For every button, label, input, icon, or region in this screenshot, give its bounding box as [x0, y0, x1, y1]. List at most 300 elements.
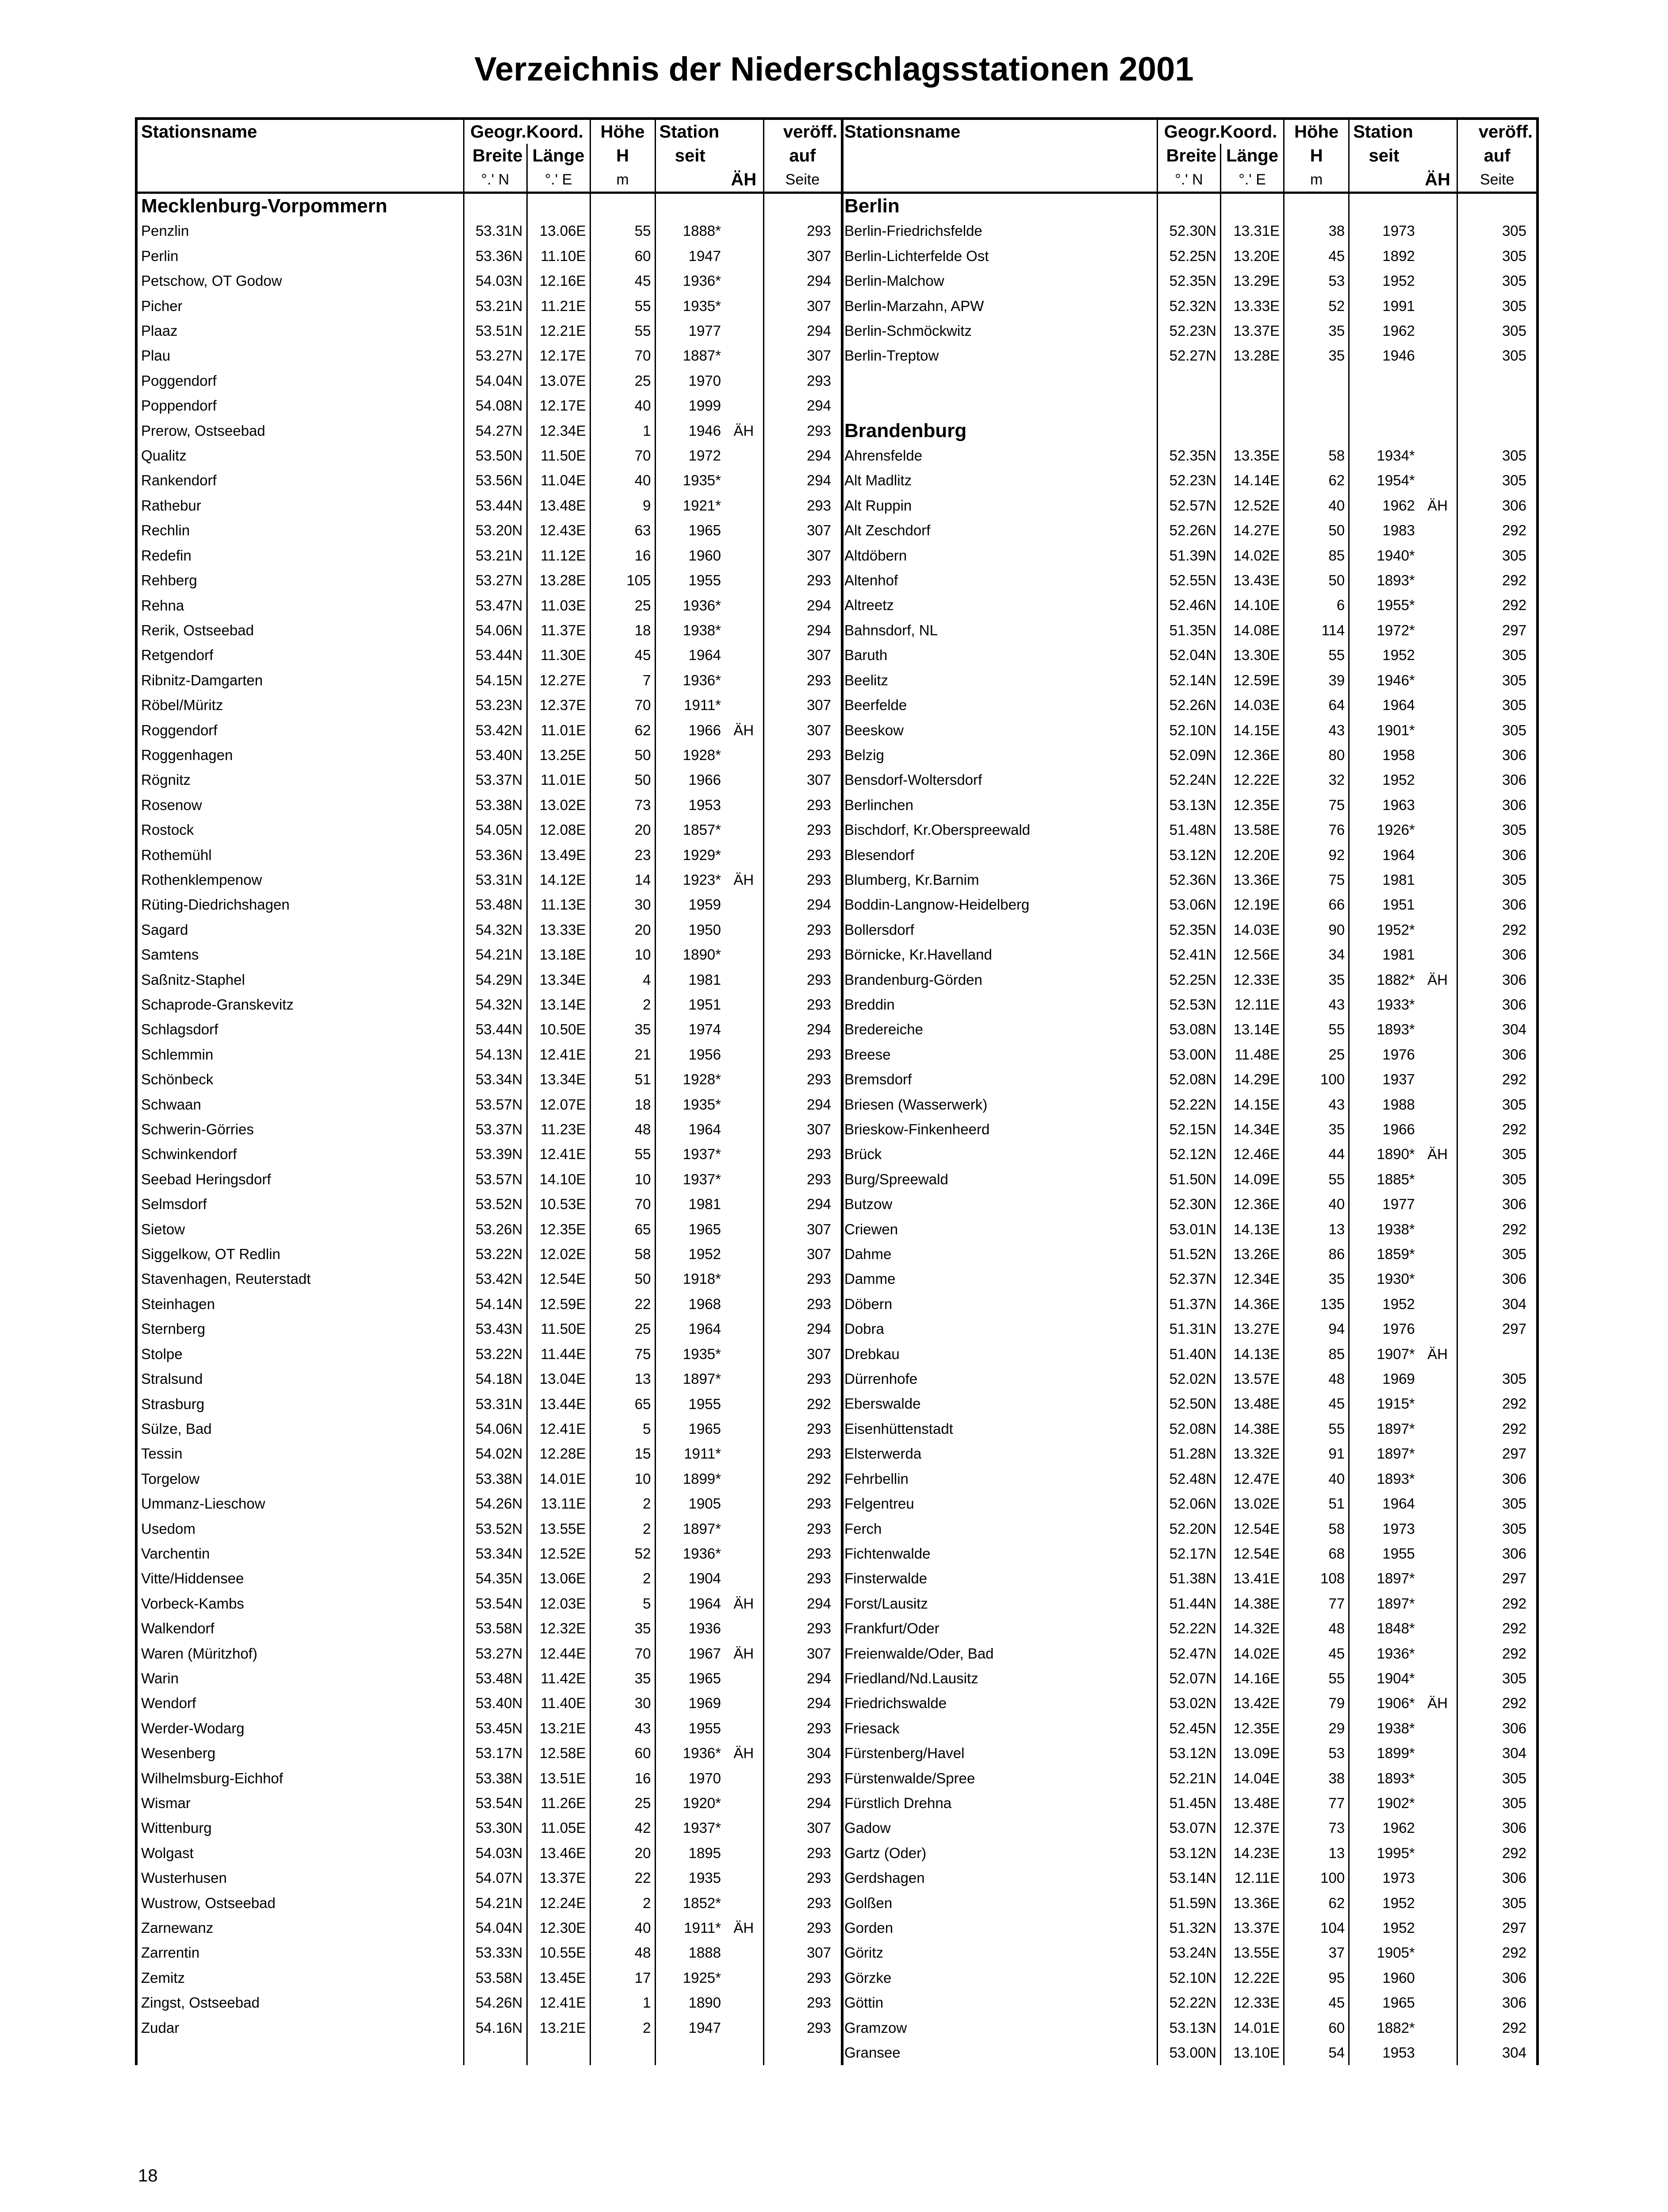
station-since: [655, 193, 725, 219]
elevation: 60: [590, 244, 655, 269]
latitude: 52.17N: [1157, 1541, 1220, 1566]
station-name: Wesenberg: [136, 1741, 464, 1766]
ah-flag: [725, 1616, 763, 1641]
ah-flag: [725, 1841, 763, 1866]
longitude: 12.36E: [1221, 1192, 1284, 1217]
table-row: [136, 918, 842, 942]
station-since: 1951: [688, 996, 721, 1013]
latitude: 52.08N: [1157, 1417, 1220, 1441]
published-page: 305: [1457, 443, 1538, 468]
published-page: 307: [763, 1816, 842, 1840]
longitude: 10.50E: [527, 1017, 590, 1042]
published-page: 292: [1457, 1067, 1538, 1092]
published-page: 293: [763, 1067, 842, 1092]
elevation: 51: [1284, 1491, 1349, 1516]
ah-flag: [725, 1766, 763, 1791]
station-name: Bollersdorf: [841, 918, 1157, 942]
longitude: 13.14E: [527, 992, 590, 1017]
station-since: 1882*: [1377, 2019, 1415, 2036]
published-page: 305: [1457, 1491, 1538, 1516]
table-row: [841, 818, 1538, 842]
longitude: 11.23E: [527, 1117, 590, 1142]
station-since: 1899*: [683, 1470, 721, 1487]
latitude: 54.05N: [464, 818, 527, 842]
elevation: 25: [590, 369, 655, 393]
longitude: 12.35E: [1221, 793, 1284, 818]
elevation: 30: [590, 892, 655, 917]
published-page: 306: [1457, 1816, 1538, 1840]
ah-flag: [1419, 1391, 1457, 1416]
published-page: 292: [1457, 1217, 1538, 1242]
ah-flag: [1419, 693, 1457, 718]
station-name: Fürstenwalde/Spree: [841, 1766, 1157, 1791]
station-name: Seebad Heringsdorf: [136, 1167, 464, 1192]
longitude: 13.18E: [527, 942, 590, 967]
published-page: 293: [763, 1267, 842, 1291]
latitude: 52.53N: [1157, 992, 1220, 1017]
published-page: 293: [763, 1616, 842, 1641]
station-since: 1952: [1382, 1295, 1415, 1312]
ah-flag: [725, 193, 763, 219]
table-row: [841, 743, 1538, 768]
ah-flag: [1419, 393, 1457, 418]
station-name: Prerow, Ostseebad: [136, 419, 464, 443]
published-page: 305: [1457, 1092, 1538, 1117]
published-page: 305: [1457, 1766, 1538, 1791]
table-row: [841, 1467, 1538, 1491]
latitude: 52.41N: [1157, 942, 1220, 967]
station-since: 1904*: [1377, 1670, 1415, 1686]
elevation: 25: [590, 1791, 655, 1816]
elevation: 22: [590, 1292, 655, 1317]
station-name: Poppendorf: [136, 393, 464, 418]
latitude: 53.24N: [1157, 1940, 1220, 1965]
col-header-n: °.' N: [464, 168, 527, 193]
latitude: 52.02N: [1157, 1367, 1220, 1391]
latitude: 53.26N: [464, 1217, 527, 1242]
ah-flag: [1419, 1616, 1457, 1641]
published-page: 307: [763, 1342, 842, 1367]
station-name: Schönbeck: [136, 1067, 464, 1092]
table-row: [841, 918, 1538, 942]
published-page: [763, 2040, 842, 2065]
col-header-e: °.' E: [527, 168, 590, 193]
latitude: 53.52N: [464, 1517, 527, 1541]
elevation: 58: [1284, 1517, 1349, 1541]
longitude: [527, 2040, 590, 2065]
station-name: Rehna: [136, 593, 464, 618]
elevation: 35: [1284, 343, 1349, 368]
station-since: 1965: [688, 522, 721, 539]
page-title: Verzeichnis der Niederschlagsstationen 2001: [474, 50, 1194, 88]
ah-flag: ÄH: [725, 1591, 763, 1616]
ah-flag: [1419, 1491, 1457, 1516]
ah-flag: [725, 294, 763, 319]
table-row: [841, 1142, 1538, 1167]
longitude: 12.32E: [527, 1616, 590, 1641]
published-page: 307: [763, 718, 842, 743]
elevation: 91: [1284, 1441, 1349, 1466]
elevation: 20: [590, 1841, 655, 1866]
ah-flag: [725, 643, 763, 668]
longitude: 13.36E: [1221, 1891, 1284, 1916]
published-page: 293: [763, 1417, 842, 1441]
longitude: 12.33E: [1221, 968, 1284, 992]
station-name: Drebkau: [841, 1342, 1157, 1367]
published-page: 306: [1457, 1192, 1538, 1217]
ah-flag: ÄH: [1419, 493, 1457, 518]
longitude: 13.58E: [1221, 818, 1284, 842]
longitude: 11.40E: [527, 1691, 590, 1716]
station-since: 1935*: [683, 297, 721, 314]
table-row: [136, 1816, 842, 1840]
ah-flag: [1419, 1292, 1457, 1317]
station-since: 1920*: [683, 1795, 721, 1811]
published-page: 294: [763, 1591, 842, 1616]
published-page: 293: [763, 568, 842, 593]
table-row: [841, 1292, 1538, 1317]
longitude: 14.12E: [527, 868, 590, 892]
table-row: [136, 1167, 842, 1192]
published-page: 305: [1457, 818, 1538, 842]
elevation: 16: [590, 1766, 655, 1791]
latitude: 52.22N: [1157, 1092, 1220, 1117]
ah-flag: [725, 2016, 763, 2040]
ah-flag: [1419, 1916, 1457, 1940]
col-header-breite: Breite: [464, 144, 527, 168]
latitude: 54.18N: [464, 1367, 527, 1391]
table-row: [841, 1990, 1538, 2015]
ah-flag: [725, 968, 763, 992]
table-row: [841, 269, 1538, 293]
latitude: 53.38N: [464, 793, 527, 818]
latitude: 53.37N: [464, 768, 527, 792]
latitude: 54.26N: [464, 1990, 527, 2015]
latitude: 53.20N: [464, 518, 527, 543]
latitude: 52.21N: [1157, 1766, 1220, 1791]
table-row: [136, 1666, 842, 1691]
station-since: 1952: [688, 1246, 721, 1263]
station-name: Wismar: [136, 1791, 464, 1816]
table-row: [136, 1267, 842, 1291]
ah-flag: [1419, 468, 1457, 493]
elevation: 53: [1284, 269, 1349, 293]
published-page: 293: [763, 219, 842, 243]
station-since: 1962: [1382, 497, 1415, 514]
station-since: 1967: [688, 1645, 721, 1662]
published-page: 305: [1457, 868, 1538, 892]
elevation: 70: [590, 693, 655, 718]
longitude: 13.42E: [1221, 1691, 1284, 1716]
elevation: 5: [590, 1591, 655, 1616]
latitude: 54.27N: [464, 419, 527, 443]
ah-flag: [725, 1666, 763, 1691]
ah-flag: [725, 992, 763, 1017]
published-page: 292: [1457, 1940, 1538, 1965]
station-since: 1953: [1382, 2044, 1415, 2061]
longitude: 11.21E: [527, 294, 590, 319]
ah-flag: [1419, 618, 1457, 643]
ah-flag: [1419, 1766, 1457, 1791]
latitude: 53.34N: [464, 1541, 527, 1566]
longitude: 13.37E: [1221, 1916, 1284, 1940]
state-heading-row: [136, 193, 842, 219]
station-name: Torgelow: [136, 1467, 464, 1491]
published-page: 307: [763, 693, 842, 718]
col-header-h: H: [1284, 144, 1349, 168]
ah-flag: [1419, 1741, 1457, 1766]
state-heading-row: [841, 193, 1538, 219]
longitude: 13.04E: [527, 1367, 590, 1391]
station-name: Röbel/Müritz: [136, 693, 464, 718]
longitude: 12.54E: [1221, 1541, 1284, 1566]
ah-flag: [725, 1342, 763, 1367]
table-row: [136, 1342, 842, 1367]
col-header-auf: auf: [763, 144, 842, 168]
table-row: [136, 1467, 842, 1491]
latitude: 53.30N: [464, 1816, 527, 1840]
published-page: 306: [1457, 1716, 1538, 1741]
table-row: [136, 2040, 842, 2065]
elevation: 50: [590, 1267, 655, 1291]
table-row: [136, 1641, 842, 1666]
station-name: Börnicke, Kr.Havelland: [841, 942, 1157, 967]
latitude: 51.37N: [1157, 1292, 1220, 1317]
published-page: 293: [763, 793, 842, 818]
station-since: 1962: [1382, 323, 1415, 339]
ah-flag: [725, 1566, 763, 1591]
ah-flag: [1419, 1541, 1457, 1566]
latitude: 52.32N: [1157, 294, 1220, 319]
station-name: Golßen: [841, 1891, 1157, 1916]
table-row: [841, 968, 1538, 992]
table-row: [136, 1392, 842, 1417]
station-since: 1897*: [1377, 1595, 1415, 1612]
station-since: 1935*: [683, 472, 721, 489]
elevation: 45: [1284, 244, 1349, 269]
latitude: 53.48N: [464, 1666, 527, 1691]
station-name: Walkendorf: [136, 1616, 464, 1641]
latitude: 54.13N: [464, 1042, 527, 1067]
station-name: Usedom: [136, 1517, 464, 1541]
longitude: [1221, 369, 1284, 393]
table-row: [841, 942, 1538, 967]
latitude: 54.35N: [464, 1566, 527, 1591]
station-name: Friedrichswalde: [841, 1691, 1157, 1716]
ah-flag: [1419, 818, 1457, 842]
longitude: 12.56E: [1221, 942, 1284, 967]
longitude: 12.11E: [1221, 992, 1284, 1017]
elevation: 38: [1284, 1766, 1349, 1791]
elevation: [1284, 369, 1349, 393]
station-since: 1973: [1382, 223, 1415, 239]
elevation: 135: [1284, 1292, 1349, 1317]
station-since: 1964: [688, 1321, 721, 1337]
ah-flag: [1419, 793, 1457, 818]
table-row: [841, 468, 1538, 493]
longitude: 14.34E: [1221, 1117, 1284, 1142]
station-since: 1965: [688, 1420, 721, 1437]
station-name: Sagard: [136, 918, 464, 942]
station-name: [841, 393, 1157, 418]
table-row: [841, 1616, 1538, 1641]
elevation: 4: [590, 968, 655, 992]
latitude: [1157, 369, 1220, 393]
table-row: [841, 393, 1538, 418]
table-row: [841, 319, 1538, 343]
published-page: 294: [763, 593, 842, 618]
table-row: [136, 868, 842, 892]
published-page: 307: [763, 1117, 842, 1142]
station-since: 1848*: [1377, 1620, 1415, 1637]
table-row: [136, 1242, 842, 1267]
longitude: 13.30E: [1221, 643, 1284, 668]
col-header-n: °.' N: [1157, 168, 1220, 193]
ah-flag: [1419, 942, 1457, 967]
station-name: Briesen (Wasserwerk): [841, 1092, 1157, 1117]
ah-flag: [1419, 1367, 1457, 1391]
latitude: [464, 193, 527, 219]
latitude: 52.25N: [1157, 244, 1220, 269]
station-name: Brandenburg-Görden: [841, 968, 1157, 992]
station-name: Berlin-Schmöckwitz: [841, 319, 1157, 343]
station-since: 1972: [688, 447, 721, 464]
station-since: 1929*: [683, 846, 721, 863]
elevation: 62: [590, 718, 655, 743]
ah-flag: [725, 1940, 763, 1965]
table-row: [136, 968, 842, 992]
station-name: Rankendorf: [136, 468, 464, 493]
ah-flag: [725, 693, 763, 718]
longitude: 13.33E: [527, 918, 590, 942]
table-row: [136, 1117, 842, 1142]
latitude: 53.31N: [464, 219, 527, 243]
station-name: Warin: [136, 1666, 464, 1691]
station-since: 1901*: [1377, 722, 1415, 738]
table-row: [841, 1916, 1538, 1940]
longitude: 12.35E: [527, 1217, 590, 1242]
station-since: 1937: [1382, 1071, 1415, 1088]
station-since: 1902*: [1377, 1794, 1415, 1811]
longitude: 14.23E: [1221, 1841, 1284, 1866]
ah-flag: [1419, 643, 1457, 668]
elevation: 25: [1284, 1042, 1349, 1067]
table-row: [136, 1916, 842, 1940]
latitude: 51.44N: [1157, 1591, 1220, 1616]
station-since: 1953: [688, 796, 721, 813]
elevation: 18: [590, 1092, 655, 1117]
longitude: 13.31E: [1221, 219, 1284, 243]
ah-flag: [1419, 319, 1457, 343]
col-header-veroeff: veröff.: [763, 119, 842, 144]
table-row: [841, 1841, 1538, 1866]
published-page: 294: [763, 618, 842, 643]
ah-flag: [1419, 244, 1457, 269]
station-name: Gramzow: [841, 2016, 1157, 2040]
published-page: 307: [763, 1242, 842, 1267]
table-row: [841, 1966, 1538, 1990]
latitude: 52.20N: [1157, 1517, 1220, 1541]
published-page: 297: [1457, 1441, 1538, 1466]
elevation: 30: [590, 1691, 655, 1716]
latitude: 52.22N: [1157, 1990, 1220, 2015]
state-heading: Mecklenburg-Vorpommern: [136, 193, 464, 219]
latitude: 51.59N: [1157, 1891, 1220, 1916]
latitude: 53.36N: [464, 843, 527, 868]
latitude: 53.44N: [464, 493, 527, 518]
published-page: 306: [1457, 992, 1538, 1017]
station-name: Ummanz-Lieschow: [136, 1491, 464, 1516]
station-since: 1936: [688, 1620, 721, 1637]
station-name: Wusterhusen: [136, 1866, 464, 1890]
ah-flag: [1419, 2016, 1457, 2040]
published-page: 305: [1457, 1517, 1538, 1541]
table-row: [136, 319, 842, 343]
table-row: [841, 693, 1538, 718]
longitude: [1221, 419, 1284, 443]
table-row: [136, 1192, 842, 1217]
station-name: Saßnitz-Staphel: [136, 968, 464, 992]
station-name: Fehrbellin: [841, 1467, 1157, 1491]
station-name: Sietow: [136, 1217, 464, 1242]
elevation: 42: [590, 1816, 655, 1840]
longitude: 12.35E: [1221, 1716, 1284, 1741]
ah-flag: [725, 1441, 763, 1466]
station-name: Friedland/Nd.Lausitz: [841, 1666, 1157, 1691]
station-since: 1935*: [683, 1345, 721, 1362]
station-since: 1946*: [1377, 672, 1415, 688]
latitude: 53.40N: [464, 743, 527, 768]
latitude: 53.37N: [464, 1117, 527, 1142]
published-page: 304: [763, 1741, 842, 1766]
table-row: [841, 1017, 1538, 1042]
station-since: 1936*: [683, 1745, 721, 1762]
table-row: [136, 793, 842, 818]
longitude: 13.21E: [527, 1716, 590, 1741]
latitude: 53.51N: [464, 319, 527, 343]
station-since: 1955: [1382, 1545, 1415, 1562]
published-page: 307: [763, 543, 842, 568]
ah-flag: [725, 568, 763, 593]
col-header-geogr-koord: Geogr.Koord.: [1157, 119, 1284, 144]
station-name: Penzlin: [136, 219, 464, 243]
station-since: 1897*: [1377, 1570, 1415, 1587]
table-row: [136, 1716, 842, 1741]
ah-flag: [1419, 1217, 1457, 1242]
longitude: 12.07E: [527, 1092, 590, 1117]
ah-flag: [1419, 1641, 1457, 1666]
elevation: 100: [1284, 1866, 1349, 1890]
published-page: 305: [1457, 643, 1538, 668]
latitude: 54.04N: [464, 1916, 527, 1940]
ah-flag: [1419, 1092, 1457, 1117]
elevation: 45: [1284, 1990, 1349, 2015]
elevation: 48: [1284, 1367, 1349, 1391]
published-page: 297: [1457, 1916, 1538, 1940]
elevation: 58: [590, 1242, 655, 1267]
station-since: 1893*: [1377, 1770, 1415, 1786]
published-page: 304: [1457, 1741, 1538, 1766]
longitude: 13.36E: [1221, 868, 1284, 892]
published-page: 293: [763, 1566, 842, 1591]
station-name: Roggenhagen: [136, 743, 464, 768]
longitude: 14.02E: [1221, 1641, 1284, 1666]
elevation: 50: [590, 743, 655, 768]
table-row: [136, 1417, 842, 1441]
elevation: 55: [590, 1142, 655, 1167]
station-since: 1952: [1382, 1894, 1415, 1911]
published-page: 306: [1457, 493, 1538, 518]
